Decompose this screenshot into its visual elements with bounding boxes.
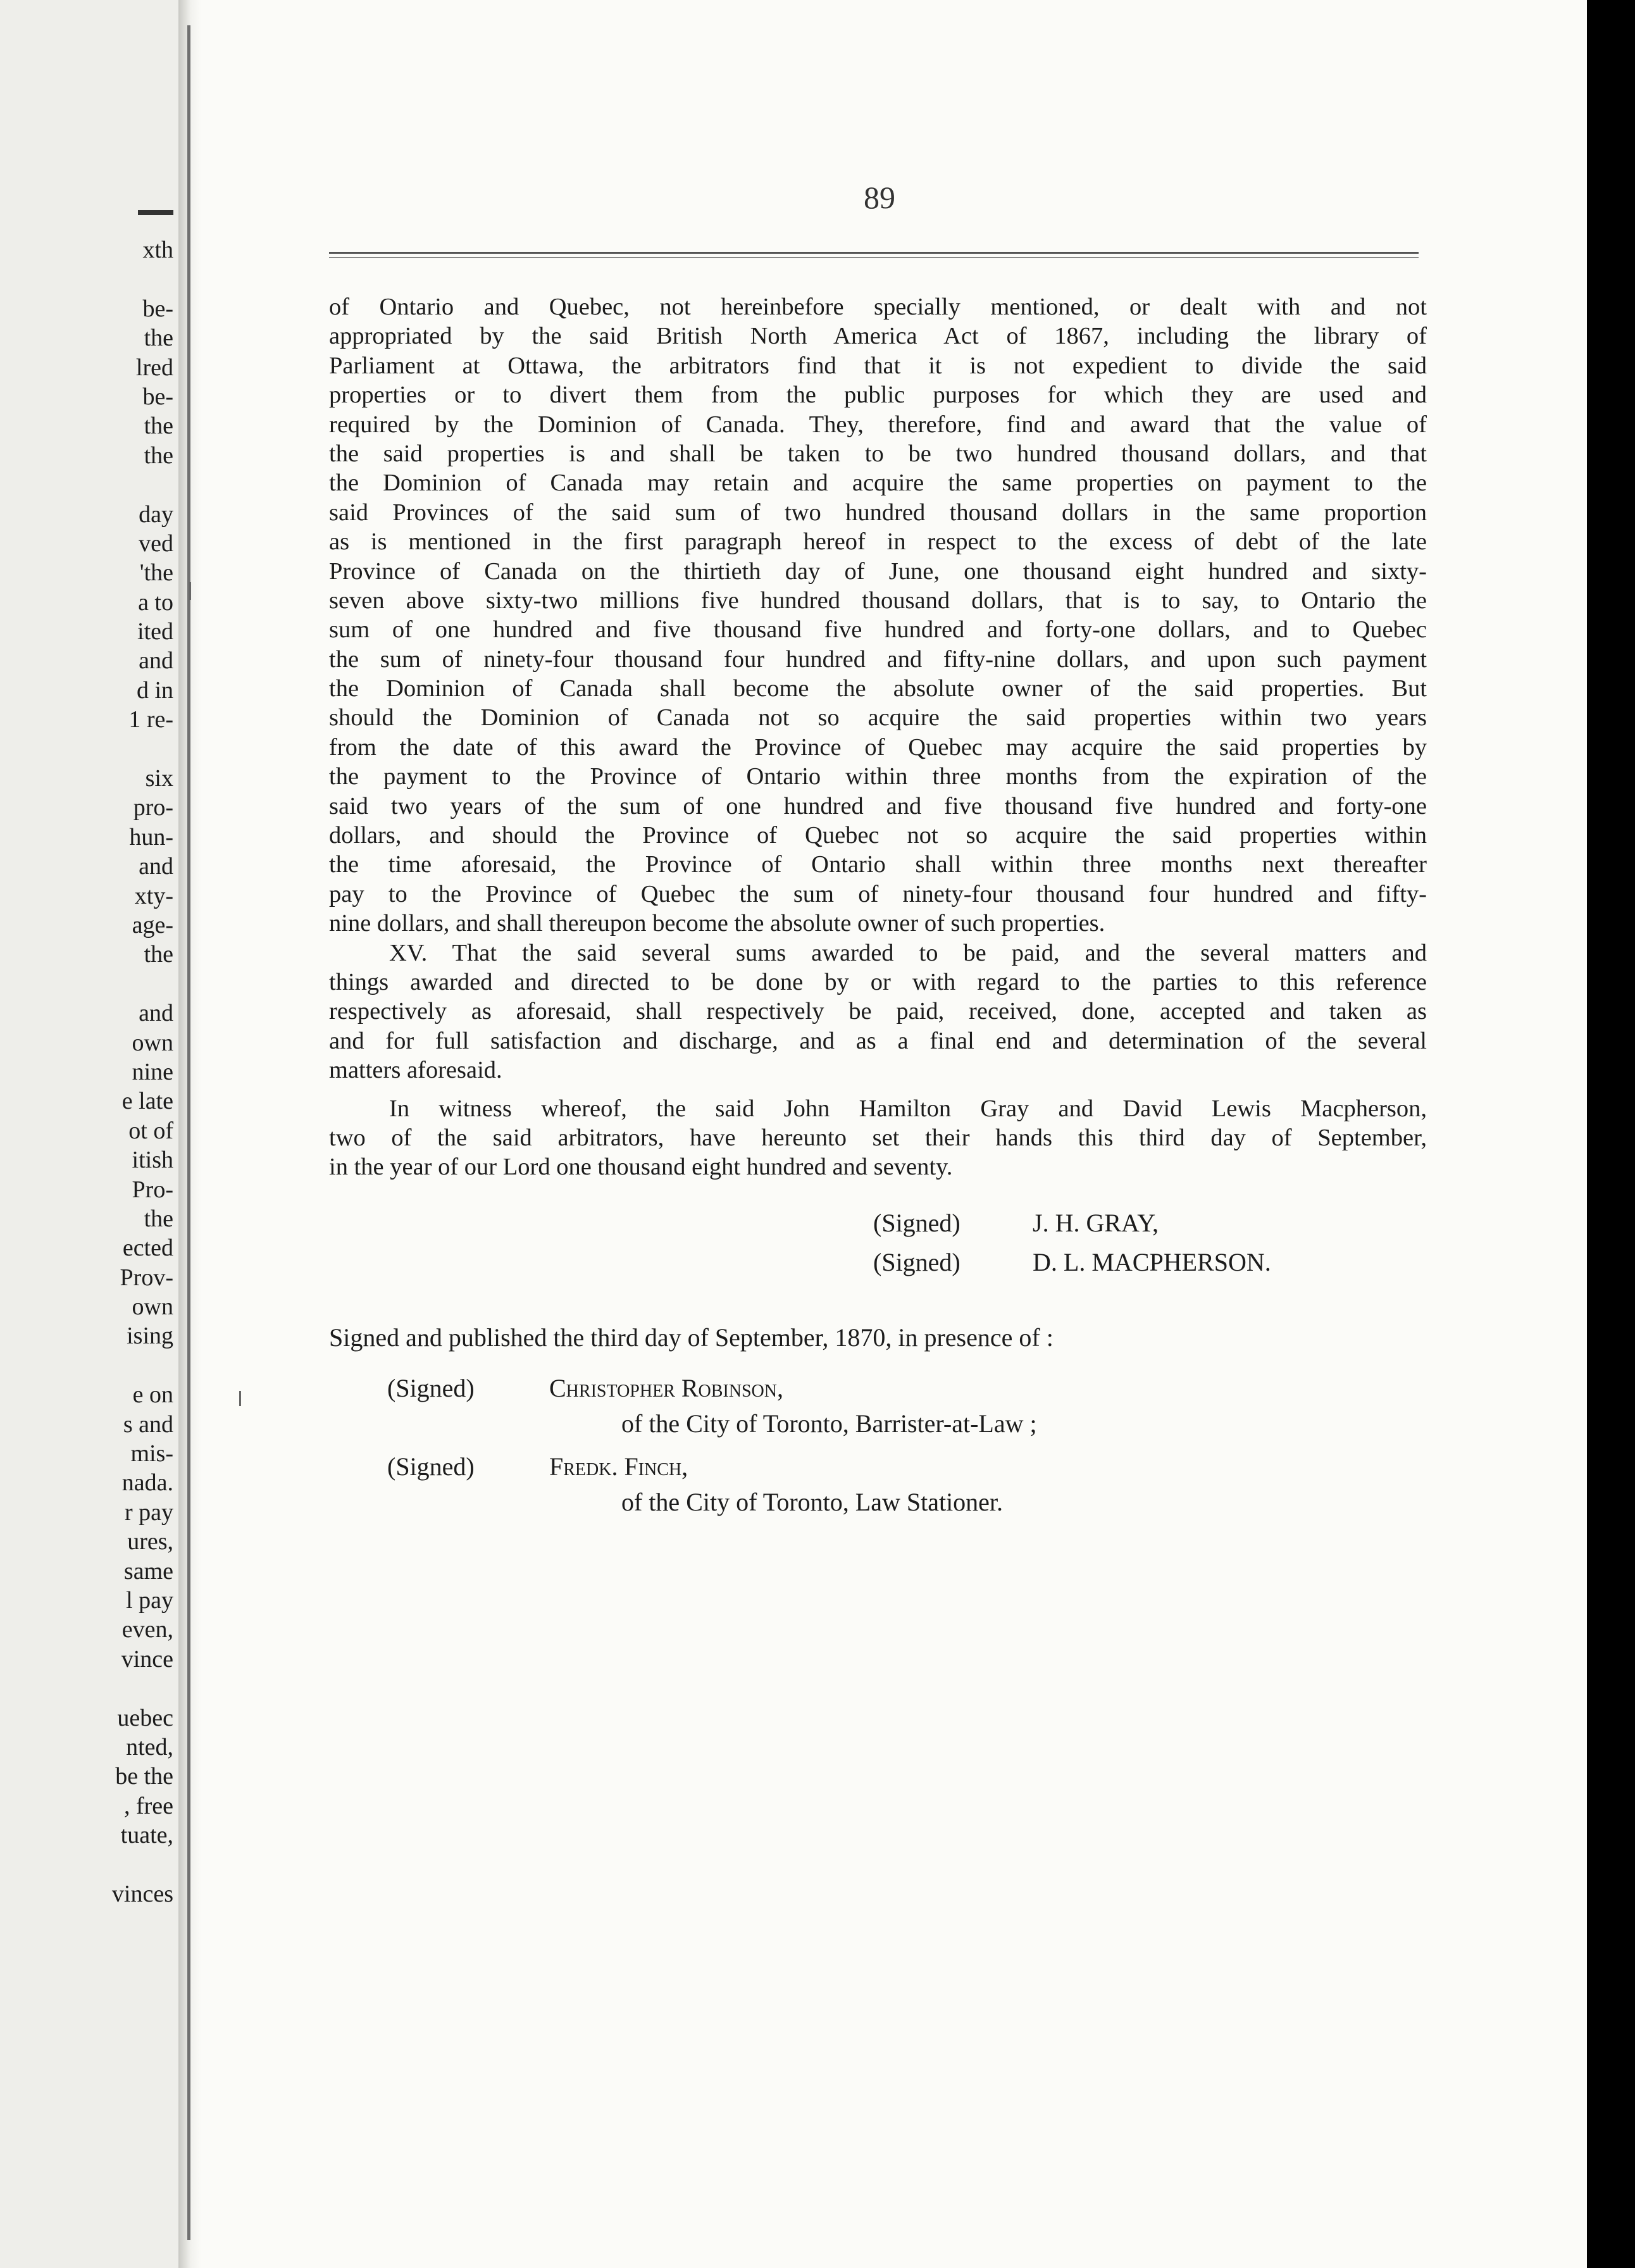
facing-page-fragment: the — [144, 413, 173, 440]
text-line: as is mentioned in the first paragraph hereof in respect to the excess of debt of the late — [329, 528, 1427, 556]
paragraph-xv — [329, 938, 1427, 1085]
facing-page-fragment: the — [144, 442, 173, 469]
facing-page-fragment: nine — [132, 1058, 173, 1085]
signed-label: (Signed) — [873, 1248, 960, 1276]
text-line: dollars, and should the Province of Quebec not so acquire the said properties within — [329, 822, 1427, 849]
text-line: respectively as aforesaid, shall respectively be paid, received, done, accepted and taken as — [329, 998, 1427, 1025]
facing-page-fragment: age- — [132, 911, 173, 938]
facing-page-fragment: vinces — [111, 1880, 173, 1907]
facing-page-fragment: be- — [142, 383, 173, 410]
text-line: the payment to the Province of Ontario within three months from the expiration of the — [329, 763, 1427, 790]
facing-page-fragment: day — [139, 501, 173, 528]
facing-page-fragment: the — [144, 1205, 173, 1232]
margin-mark — [189, 582, 191, 600]
facing-page-fragment: nada. — [121, 1469, 173, 1497]
text-line: the sum of ninety-four thousand four hundred and fifty-nine dollars, and upon such payment — [329, 645, 1427, 673]
facing-page-fragment: Pro- — [132, 1176, 173, 1203]
witness-entry — [387, 1371, 1037, 1442]
facing-page-fragment: ited — [137, 618, 173, 645]
text-line: the said properties is and shall be taken to be two hundred thousand dollars, and that — [329, 440, 1427, 467]
text-line: pay to the Province of Quebec the sum of ninety-four thousand four hundred and fifty- — [329, 880, 1427, 907]
facing-page-text-fragments — [9, 235, 173, 1909]
witness-description: of the City of Toronto, Law Stationer. — [621, 1488, 1004, 1516]
facing-page-fragment: 1 re- — [128, 706, 173, 733]
paragraph-witness-clause — [329, 1094, 1427, 1182]
text-line: in the year of our Lord one thousand eight hundred and seventy. — [329, 1154, 953, 1181]
text-line: things awarded and directed to be done by or with regard to the parties to this reference — [329, 968, 1427, 995]
facing-page-fragment — [9, 969, 173, 999]
text-line: nine dollars, and shall thereupon become the absolute owner of such properties. — [329, 910, 1105, 937]
facing-page-fragment: vince — [121, 1645, 173, 1673]
facing-page-fragment: and — [139, 1000, 173, 1027]
facing-page-fragment: own — [132, 1293, 173, 1321]
text-line: and for full satisfaction and discharge, and as a final end and determination of the several — [329, 1027, 1427, 1054]
facing-page-fragment: itish — [132, 1147, 173, 1174]
text-line: said Provinces of the said sum of two hundred thousand dollars in the same proportion — [329, 499, 1427, 526]
facing-page-fragment: ures, — [127, 1528, 173, 1555]
facing-page-fragment — [9, 1351, 173, 1380]
signed-label: (Signed) — [873, 1209, 960, 1237]
published-statement: Signed and published the third day of September, 1870, in presence of : — [329, 1323, 1054, 1352]
facing-page-fragment: l pay — [126, 1586, 173, 1614]
facing-page-fragment: d in — [136, 676, 173, 704]
facing-page-fragment — [9, 265, 173, 294]
text-line: In witness whereof, the said John Hamilton Gray and David Lewis Macpherson, — [389, 1095, 1427, 1122]
facing-page-fragment: ot of — [128, 1117, 173, 1144]
margin-mark — [239, 1391, 241, 1406]
facing-page-fragment: be- — [142, 295, 173, 322]
facing-page-fragment — [9, 470, 173, 499]
facing-page-fragment: same — [123, 1557, 173, 1585]
facing-page-edge — [0, 0, 178, 2268]
facing-page-fragment: , free — [123, 1792, 173, 1819]
facing-page-fragment: ved — [139, 530, 173, 557]
facing-page-fragment: uebec — [117, 1704, 173, 1731]
text-line: two of the said arbitrators, have hereunto set their hands this third day of September, — [329, 1124, 1427, 1151]
signatory-name: D. L. MACPHERSON. — [1033, 1248, 1271, 1276]
facing-page-fragment: the — [144, 941, 173, 968]
page-number: 89 — [864, 180, 895, 215]
facing-page-fragment: six — [145, 765, 173, 792]
facing-page-fragment: nted, — [126, 1733, 173, 1760]
text-line: Parliament at Ottawa, the arbitrators find that it is not expedient to divide the said — [329, 352, 1427, 379]
signatory-name: J. H. GRAY, — [1033, 1209, 1159, 1237]
facing-page-fragment — [9, 1850, 173, 1879]
facing-page-fragment: tuate, — [120, 1822, 173, 1849]
facing-page-fragment: the — [144, 325, 173, 352]
text-line: the time aforesaid, the Province of Ontario shall within three months next thereafter — [329, 851, 1427, 878]
facing-page-fragment: own — [132, 1029, 173, 1056]
paragraph-continuation — [329, 292, 1427, 938]
text-line: seven above sixty-two millions five hundred thousand dollars, that is to say, to Ontario the — [329, 587, 1427, 614]
facing-page-fragment — [9, 1674, 173, 1703]
facing-page-fragment: be the — [115, 1763, 173, 1790]
facing-page-fragment: ising — [127, 1323, 173, 1350]
body-text — [329, 292, 1427, 1182]
facing-page-fragment: xty- — [134, 882, 173, 909]
facing-page-fragment: even, — [121, 1616, 173, 1643]
signature-block — [873, 1204, 1271, 1282]
signed-label: (Signed) — [387, 1374, 475, 1402]
text-line: sum of one hundred and five thousand five hundred and forty-one dollars, and to Quebec — [329, 616, 1427, 644]
gutter-binding-line — [187, 25, 190, 2240]
scan-border — [1587, 0, 1635, 2268]
facing-page-fragment: s and — [123, 1411, 173, 1438]
facing-page-fragment: 'the — [139, 559, 173, 587]
signed-label: (Signed) — [387, 1452, 475, 1481]
signature-row — [873, 1243, 1271, 1282]
text-line: of Ontario and Quebec, not hereinbefore specially mentioned, or dealt with and not — [329, 294, 1427, 320]
facing-page-fragment: ected — [122, 1235, 173, 1262]
witness-name: Fredk. Finch, — [549, 1452, 688, 1481]
text-line: the Dominion of Canada shall become the absolute owner of the said properties. But — [329, 675, 1427, 702]
text-line: XV. That the said several sums awarded to be paid, and the several matters and — [389, 939, 1427, 966]
header-rule — [329, 252, 1419, 258]
witness-entry — [387, 1449, 1003, 1520]
text-line: properties or to divert them from the public purposes for which they are used and — [329, 382, 1427, 409]
witness-name: Christopher Robinson, — [549, 1374, 783, 1402]
facing-page-fragment: pro- — [133, 794, 173, 821]
facing-page-fragment: and — [139, 647, 173, 675]
facing-page-fragment: lred — [135, 354, 173, 381]
facing-page-fragment: a to — [138, 589, 173, 616]
text-line: appropriated by the said British North America Act of 1867, including the library of — [329, 323, 1427, 350]
facing-page-fragment: hun- — [129, 823, 173, 850]
facing-page-fragment: and — [139, 853, 173, 880]
text-line: the Dominion of Canada may retain and acquire the same properties on payment to the — [329, 470, 1427, 497]
signature-row — [873, 1204, 1271, 1243]
text-line: said two years of the sum of one hundred and five thousand five hundred and forty-one — [329, 792, 1427, 819]
witness-description: of the City of Toronto, Barrister-at-Law ; — [621, 1409, 1037, 1438]
facing-page-fragment: e late — [121, 1088, 173, 1115]
text-line: should the Dominion of Canada not so acquire the said properties within two years — [329, 704, 1427, 732]
facing-page-fragment: r pay — [124, 1498, 173, 1526]
text-line: matters aforesaid. — [329, 1057, 502, 1084]
text-line: from the date of this award the Province of Quebec may acquire the said properties by — [329, 733, 1427, 761]
facing-page-fragment: e on — [132, 1381, 173, 1409]
facing-page-fragment: mis- — [130, 1440, 173, 1467]
facing-page-mark — [138, 210, 173, 215]
facing-page-fragment: xth — [142, 237, 173, 263]
text-line: Province of Canada on the thirtieth day of June, one thousand eight hundred and sixty- — [329, 558, 1427, 585]
facing-page-fragment — [9, 735, 173, 764]
text-line: required by the Dominion of Canada. They, therefore, find and award that the value of — [329, 411, 1427, 438]
facing-page-fragment: Prov- — [120, 1264, 173, 1291]
